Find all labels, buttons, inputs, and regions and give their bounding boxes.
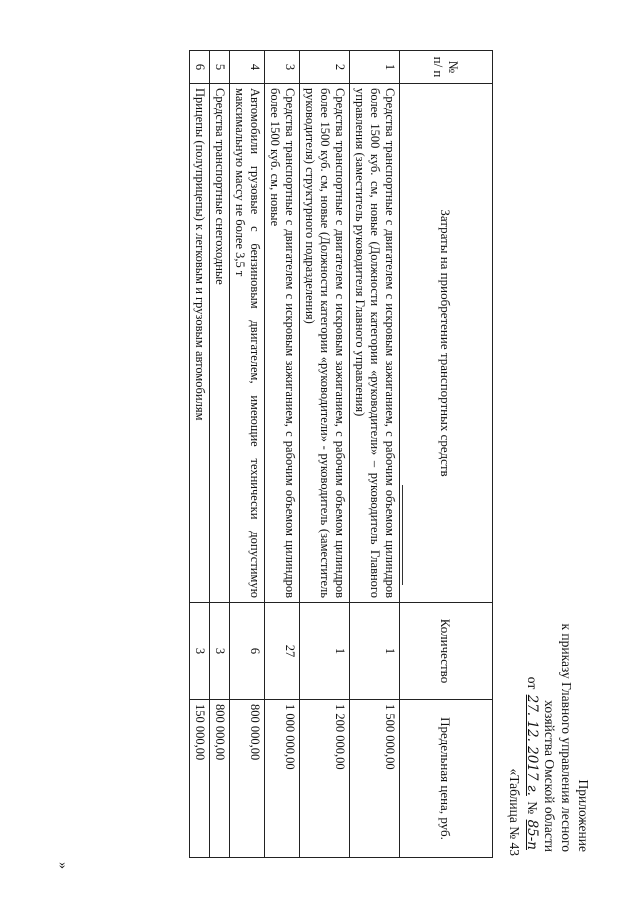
handwritten-number: 85-п [524,819,540,850]
row-num: 6 [190,51,210,84]
table-header-row [400,51,493,858]
table-row [265,51,300,858]
row-price: 1 000 000,00 [265,700,300,858]
row-description: Автомобили грузовые с бензиновым двигателем, имеющие технически допустимую максимальную массу не более 3,5 т [230,84,265,603]
table-caption: «Таблица № 43 [507,768,522,856]
row-num: 2 [300,51,350,84]
transport-costs-table [189,50,493,858]
header-description: Затраты на приобретение транспортных средств [400,84,493,603]
table-row [190,51,210,858]
row-price: 800 000,00 [210,700,230,858]
row-num: 4 [230,51,265,84]
row-quantity: 3 [190,603,210,700]
row-quantity: 6 [230,603,265,700]
row-quantity: 1 [350,603,400,700]
row-description: Средства транспортные с двигателем с искровым зажиганием, с рабочим объемом цилиндров более 1500 куб. см, новые (Должности категории «руководители» – руководитель Главного управления (заместитель руководителя Главного управления) [350,84,400,603]
table-row [300,51,350,858]
header-quantity: Количество [400,603,493,700]
row-price: 1 200 000,00 [300,700,350,858]
row-quantity: 1 [300,603,350,700]
row-description: Средства транспортные с двигателем с искровым зажиганием, с рабочим объемом цилиндров более 1500 куб. см, новые (Должности категории «руководители» - руководитель (заместитель руководителя) структурного подразделения) [300,84,350,603]
row-price: 150 000,00 [190,700,210,858]
table-row [210,51,230,858]
row-quantity: 3 [210,603,230,700]
handwritten-date: 27. 12. 2017 г. [524,694,540,796]
header-price: Предельная цена, руб. [400,700,493,858]
row-description: Средства транспортные снегоходные [210,84,230,603]
closing-quote: » [55,862,70,869]
agency-name: хозяйства Омской области [542,700,557,852]
row-description: Прицепы (полуприцепы) к легковым и грузовым автомобилям [190,84,210,603]
number-prefix: № [525,801,540,815]
row-num: 3 [265,51,300,84]
table-row [230,51,265,858]
row-quantity: 27 [265,603,300,700]
row-price: 1 500 000,00 [350,700,400,858]
order-reference: к приказу Главного управления лесного [559,623,574,852]
date-prefix: от [525,676,540,690]
appendix-title: Приложение [576,779,591,852]
row-price: 800 000,00 [230,700,265,858]
separator-line [402,485,403,585]
row-num: 5 [210,51,230,84]
header-num: № п/ п [400,51,493,84]
appendix-header [523,0,592,852]
row-num: 1 [350,51,400,84]
table-row [350,51,400,858]
row-description: Средства транспортные с двигателем с искровым зажиганием, с рабочим объемом цилиндров более 1500 куб. см, новые [265,84,300,603]
order-date-number [523,0,541,852]
